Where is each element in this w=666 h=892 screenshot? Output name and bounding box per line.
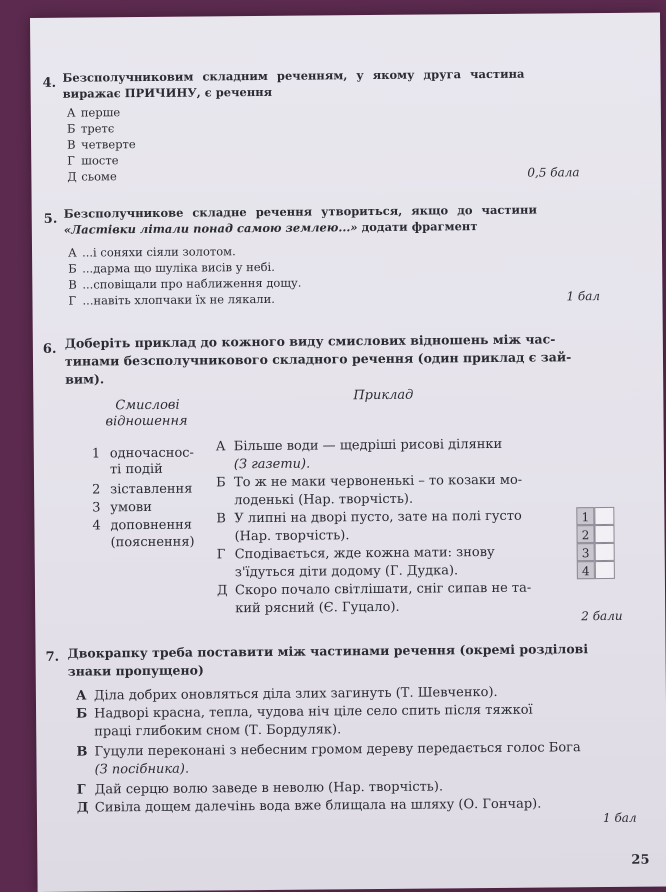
answer-cell-2[interactable] xyxy=(594,525,614,543)
option-a[interactable]: А перше xyxy=(66,105,121,120)
score-label: 1 бал xyxy=(566,289,601,304)
example-e: кий рясний (Є. Гуцало). xyxy=(235,599,400,617)
example-d: з'їдуться діти додому (Г. Дудка). xyxy=(234,563,459,581)
column-header-relations: відношення xyxy=(105,413,188,430)
answer-cell-4[interactable] xyxy=(595,561,615,579)
relation-2: 2 зіставлення xyxy=(92,481,193,498)
answer-grid: 1 2 3 4 xyxy=(576,507,615,579)
question-text: знаки пропущено) xyxy=(67,662,204,679)
question-text: Безсполучниковим складним реченням, у якому друга частина xyxy=(62,66,525,85)
question-number: 6. xyxy=(42,341,57,357)
option-d[interactable]: Г шосте xyxy=(67,153,119,168)
option-c[interactable]: В ...сповіщали про наближення дощу. xyxy=(68,275,302,292)
option-c: (З посібника). xyxy=(94,761,190,778)
option-a[interactable]: А Діла добрих оновляться діла злих загинуть (Т. Шевченко). xyxy=(75,684,498,704)
example-e: Д Скоро почало світлішати, сніг сипав не та- xyxy=(216,580,532,599)
relation-1: ті подій xyxy=(109,461,163,478)
relation-3: 3 умови xyxy=(92,499,152,516)
example-d: Г Сподівається, жде кожна мати: знову xyxy=(216,544,495,563)
example-c: В У липні на дворі пусто, зате на полі густо xyxy=(216,508,522,527)
option-b: праці глибоким сном (Т. Бордуляк). xyxy=(94,722,342,740)
score-label: 0,5 бала xyxy=(527,165,580,180)
question-number: 5. xyxy=(43,211,58,227)
question-number: 4. xyxy=(42,75,57,91)
question-text: тинами безсполучникового складного речення (один приклад є зай- xyxy=(64,349,572,369)
option-e[interactable]: Д сьоме xyxy=(67,169,117,184)
option-c[interactable]: В четверте xyxy=(67,137,136,152)
question-text: вим). xyxy=(65,371,105,387)
score-label: 2 бали xyxy=(581,608,623,624)
relation-4: (пояснення) xyxy=(110,534,195,551)
question-text: виражає ПРИЧИНУ, є речення xyxy=(62,84,273,101)
workbook-page xyxy=(30,13,666,892)
question-text: Безсполучникове складне речення утвориться, якщо до частини xyxy=(63,202,538,221)
option-d[interactable]: Г Дай серцю волю заведе в неволю (Нар. творчість). xyxy=(76,779,444,798)
page-number: 25 xyxy=(631,852,650,868)
relation-1: 1 одночаснос- xyxy=(91,445,194,462)
column-header-examples: Приклад xyxy=(353,387,414,404)
question-text: Доберіть приклад до кожного виду смислових відношень між час- xyxy=(64,331,556,351)
answer-cell-3[interactable] xyxy=(595,543,615,561)
example-c: (Нар. творчість). xyxy=(234,528,350,545)
column-header-relations: Смислові xyxy=(115,397,180,414)
example-a: (З газети). xyxy=(233,456,311,473)
score-label: 1 бал xyxy=(602,810,637,826)
example-a: А Більше води — щедріші рисові ділянки xyxy=(215,436,503,455)
example-b: Б То ж не маки червоненькі – то козаки мо- xyxy=(215,472,523,491)
relation-4: 4 доповнення xyxy=(92,517,193,534)
question-text: Двокрапку треба поставити між частинами речення (окремі розділові xyxy=(67,641,589,661)
option-b[interactable]: Б третє xyxy=(66,121,115,136)
option-e[interactable]: Д Сивіла дощем далечінь вода вже блищала на шляху (О. Гончар). xyxy=(76,796,542,816)
option-d[interactable]: Г ...навіть хлопчаки їх не лякали. xyxy=(68,291,275,308)
question-4 xyxy=(30,13,660,184)
option-b[interactable]: Б ...дарма що шуліка висів у небі. xyxy=(68,259,275,276)
answer-cell-1[interactable] xyxy=(594,507,614,525)
option-b[interactable]: Б Надворі красна, тепла, чудова ніч ціле село спить після тяжкої xyxy=(76,702,533,722)
option-a[interactable]: А ...і соняхи сіяли золотом. xyxy=(67,244,236,260)
question-number: 7. xyxy=(45,649,60,665)
option-c[interactable]: В Гуцули переконані з небесним громом дереву передається голос Бога xyxy=(76,740,581,760)
example-b: лоденькі (Нар. творчість). xyxy=(234,491,414,509)
question-text: «Ластівки літали понад самою землею...» додати фрагмент xyxy=(63,219,478,237)
